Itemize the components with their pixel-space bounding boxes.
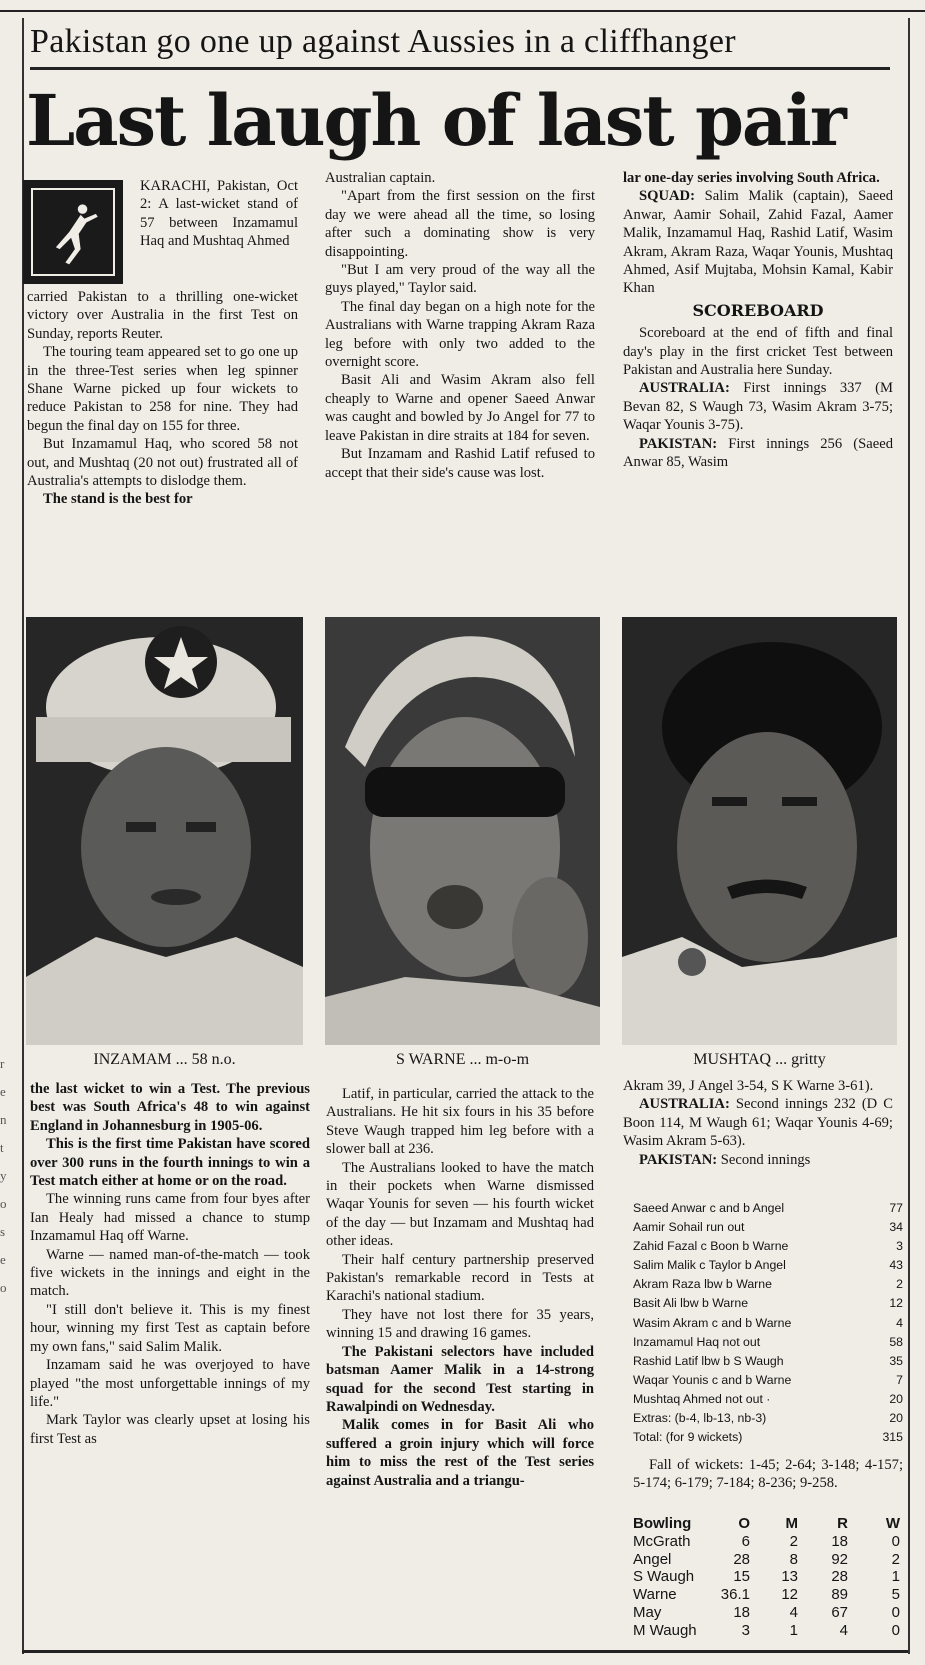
inzamam-photo <box>26 617 303 1045</box>
bowling-row <box>633 1568 908 1586</box>
squad-label: SQUAD: <box>639 188 695 205</box>
batsman-name: Mushtaq Ahmed not out · <box>633 1391 771 1406</box>
batsman-name: Aamir Sohail run out <box>633 1220 745 1235</box>
bowling-cell: 67 <box>831 1603 848 1621</box>
bowling-cell: 3 <box>741 1621 750 1639</box>
kicker: Pakistan go one up against Aussies in a cliffhanger <box>30 23 736 60</box>
col2-paragraph: Basit Ali and Wasim Akram also fell cheaply to Warne and opener Saeed Anwar was caught and bowled by Jo Angel for 77 to leave Pakistan in dire straits at 184 for seven. <box>325 372 595 444</box>
bowling-cell: 1 <box>891 1568 900 1586</box>
cricket-logo-icon <box>23 180 123 284</box>
batsman-name: Rashid Latif lbw b S Waugh <box>633 1353 784 1368</box>
bowling-cell: M Waugh <box>633 1621 697 1639</box>
col2-paragraph: "But I am very proud of the way all the guys played," Taylor said. <box>325 262 595 297</box>
bowling-cell: 18 <box>831 1532 848 1550</box>
batsman-runs: 12 <box>889 1296 903 1311</box>
bowler-silhouette-icon <box>33 190 113 274</box>
bowling-row <box>633 1604 908 1622</box>
bowling-cell: 12 <box>781 1586 798 1604</box>
bowling-figures <box>633 1515 908 1640</box>
bowling-cell: McGrath <box>633 1532 691 1550</box>
bowling-cell: 1 <box>789 1621 798 1639</box>
col3-lead: lar one-day series involving South Africa. <box>623 170 880 186</box>
column-1-lead <box>140 177 298 251</box>
batsman-runs: 7 <box>896 1372 903 1387</box>
batting-row <box>633 1218 903 1237</box>
col5-paragraph: Latif, in particular, carried the attack to the Australians. He hit six fours in his 35 before Steve Waugh trapped him leg before with a slower ball at 236. <box>326 1086 594 1158</box>
batsman-runs: 20 <box>889 1411 903 1426</box>
col4-paragraph: "I still don't believe it. This is my finest hour, winning my first Test as captain before my own fans," said Salim Malik. <box>30 1301 310 1355</box>
fall-of-wickets <box>633 1456 903 1493</box>
batsman-name: Basit Ali lbw b Warne <box>633 1296 749 1311</box>
col1b-paragraph: But Inzamamul Haq, who scored 58 not out, and Mushtaq (20 not out) frustrated all of Australia's attempts to dislodge them. <box>27 436 298 490</box>
column-2 <box>325 169 595 482</box>
batting-row <box>633 1371 903 1390</box>
batsman-runs: 77 <box>889 1201 903 1215</box>
scoreboard-title: SCOREBOARD <box>692 300 824 320</box>
col4-paragraph: the last wicket to win a Test. The previous best was South Africa's 48 to win against England in Johannesburg in 1905-06. <box>30 1081 310 1134</box>
top-rule <box>0 0 925 12</box>
batting-scorecard <box>633 1199 903 1447</box>
kicker-rule <box>30 67 890 70</box>
batsman-name: Akram Raza lbw b Warne <box>633 1277 772 1292</box>
bowling-cell: 6 <box>741 1532 750 1550</box>
pak-first-text: First innings 256 (Saeed Anwar 85, Wasim <box>623 435 893 471</box>
squad-text: Salim Malik (captain), Saeed Anwar, Aamir Sohail, Zahid Fazal, Aamer Malik, Inzamamul Haq, Rashid Latif, Wasim Akram, Akram Raza, Waqar Younis, Mushtaq Ahmed, Asif Mujtaba, Mohsin Kamal, Kabir Khan <box>623 188 893 297</box>
batsman-runs: 3 <box>896 1239 903 1254</box>
col4-paragraph: The winning runs came from four byes after Ian Healy had missed a chance to stump Inzamamul Haq off Warne. <box>30 1191 310 1245</box>
col4-paragraph: Warne — named man-of-the-match — took five wickets in the innings and eight in the match. <box>30 1246 310 1300</box>
bowling-cell: 36.1 <box>720 1586 750 1604</box>
column-1 <box>27 288 298 509</box>
bowling-cell: 28 <box>831 1568 848 1586</box>
col6-top: Akram 39, J Angel 3-54, S K Warne 3-61). <box>623 1078 874 1094</box>
bowling-cell: 5 <box>891 1586 900 1604</box>
col4-paragraph: Mark Taylor was clearly upset at losing his first Test as <box>30 1412 310 1447</box>
column-5 <box>326 1085 594 1490</box>
batsman-runs: 34 <box>889 1220 903 1235</box>
batsman-name: Inzamamul Haq not out <box>633 1334 761 1349</box>
fall-of-wickets-text: Fall of wickets: 1-45; 2-64; 3-148; 4-157; 5-174; 6-179; 7-184; 8-236; 9-258. <box>633 1457 903 1492</box>
aus-second-label: AUSTRALIA: <box>639 1096 730 1113</box>
bowling-cell: 4 <box>839 1621 848 1639</box>
batsman-runs: 43 <box>889 1258 903 1273</box>
bowling-row <box>633 1622 908 1640</box>
col5-paragraph: The Pakistani selectors have included batsman Aamer Malik in a 14-strong squad for the second Test starting in Rawalpindi on Wednesday. <box>326 1343 594 1415</box>
mushtaq-photo <box>622 617 897 1045</box>
bowling-cell: 4 <box>789 1603 798 1621</box>
bowling-header-cell: O <box>738 1515 750 1532</box>
bottom-rule <box>22 1650 908 1653</box>
batsman-runs: 2 <box>896 1277 903 1292</box>
caption-inzamam: INZAMAM ... 58 n.o. <box>93 1051 236 1068</box>
bowling-header-cell: Bowling <box>633 1515 692 1532</box>
column-3 <box>623 169 893 472</box>
caption-warne: S WARNE ... m-o-m <box>395 1051 530 1068</box>
bowling-header <box>633 1515 908 1533</box>
dateline-paragraph: KARACHI, Pakistan, Oct 2: A last-wicket stand of 57 between Inzamamul Haq and Mushtaq Ahmed <box>140 178 298 250</box>
aus-second-text: Second innings 232 (D C Boon 114, M Waugh 61; Waqar Younis 4-69; Wasim Akram 5-63). <box>623 1096 893 1150</box>
col2-paragraph: Australian captain. <box>325 170 436 186</box>
batsman-runs: 4 <box>896 1315 903 1330</box>
bowling-cell: 0 <box>891 1532 900 1550</box>
bowling-header-cell: W <box>885 1515 900 1532</box>
batsman-name: Wasim Akram c and b Warne <box>633 1315 792 1330</box>
bowling-header-cell: R <box>837 1515 848 1532</box>
batsman-name: Saeed Anwar c and b Angel <box>633 1201 785 1215</box>
col1b-paragraph: The touring team appeared set to go one up in the three-Test series when leg spinner Shane Warne picked up four wickets to reduce Pakistan to 258 for nine. They had begun the final day on 155 for three. <box>27 344 298 434</box>
bowling-row <box>633 1586 908 1604</box>
bowling-cell: 15 <box>733 1568 750 1586</box>
col2-paragraph: But Inzamam and Rashid Latif refused to accept that their side's cause was lost. <box>325 446 595 481</box>
column-4 <box>30 1080 310 1448</box>
col1b-paragraph: carried Pakistan to a thrilling one-wicket victory over Australia in the first Test on Sunday, reports Reuter. <box>27 289 298 342</box>
bowling-cell: 2 <box>891 1550 900 1568</box>
batting-row <box>633 1390 903 1409</box>
bowling-cell: Angel <box>633 1550 672 1568</box>
bowling-cell: 18 <box>733 1603 750 1621</box>
margin-bleed-text: r e n t y o s e o <box>0 1056 7 1295</box>
warne-photo <box>325 617 600 1045</box>
bowling-cell: 89 <box>831 1586 848 1604</box>
col5-paragraph: The Australians looked to have the match in their pockets when Warne dismissed Waqar Younis for seven — his fourth wicket of the day — but Inzamam and Mushtaq had other ideas. <box>326 1159 594 1250</box>
col5-paragraph: Their half century partnership preserved Pakistan's remarkable record in Tests at Karachi's national stadium. <box>326 1251 594 1305</box>
batsman-name: Extras: (b-4, lb-13, nb-3) <box>633 1411 767 1426</box>
bowling-cell: Warne <box>633 1586 677 1604</box>
batsman-runs: 35 <box>889 1353 903 1368</box>
col1b-paragraph: The stand is the best for <box>43 491 193 508</box>
bowling-cell: May <box>633 1603 662 1621</box>
bowling-row <box>633 1533 908 1551</box>
col5-paragraph: They have not lost there for 35 years, winning 15 and drawing 16 games. <box>326 1306 594 1342</box>
bowling-cell: 0 <box>891 1621 900 1639</box>
batsman-name: Zahid Fazal c Boon b Warne <box>633 1239 789 1254</box>
caption-mushtaq: MUSHTAQ ... gritty <box>693 1051 826 1068</box>
batting-row <box>633 1314 903 1333</box>
bowling-cell: 0 <box>891 1603 900 1621</box>
batting-row <box>633 1256 903 1275</box>
col5-paragraph: Malik comes in for Basit Ali who suffered a groin injury which will force him to miss the rest of the Test series against Australia and a triangu- <box>326 1417 594 1489</box>
pak-second-label: PAKISTAN: <box>639 1151 718 1168</box>
batting-row <box>633 1409 903 1428</box>
col2-paragraph: "Apart from the first session on the first day we were ahead all the time, so losing after such a dominating show is very disappointing. <box>325 188 595 260</box>
batsman-name: Salim Malik c Taylor b Angel <box>633 1258 786 1273</box>
headline: Last laugh of last pair <box>26 79 845 162</box>
bowling-cell: S Waugh <box>633 1568 695 1586</box>
batting-row <box>633 1352 903 1371</box>
bowling-cell: 2 <box>789 1532 798 1550</box>
col4-paragraph: This is the first time Pakistan have scored over 300 runs in the fourth innings to win a Test match either at home or on the road. <box>30 1136 310 1190</box>
bowling-row <box>633 1551 908 1569</box>
batting-row <box>633 1199 903 1218</box>
bowling-cell: 92 <box>831 1550 848 1568</box>
batting-row <box>633 1333 903 1352</box>
bowling-header-cell: M <box>785 1515 798 1532</box>
col2-paragraph: The final day began on a high note for the Australians with Warne trapping Akram Raza leg before with only two added to the overnight score. <box>325 298 595 371</box>
scoreboard-intro: Scoreboard at the end of fifth and final day's play in the first cricket Test between Pakistan and Australia here Sunday. <box>623 325 893 379</box>
pak-first-label: PAKISTAN: <box>639 435 718 452</box>
batsman-name: Total: (for 9 wickets) <box>633 1430 743 1445</box>
batsman-runs: 315 <box>882 1430 903 1445</box>
bowling-cell: 28 <box>733 1550 750 1568</box>
bowling-cell: 8 <box>789 1550 798 1568</box>
batsman-name: Waqar Younis c and b Warne <box>633 1372 792 1387</box>
batsman-runs: 20 <box>889 1391 903 1406</box>
col4-paragraph: Inzamam said he was overjoyed to have played "the most unforgettable innings of my life." <box>30 1357 310 1410</box>
bowling-cell: 13 <box>781 1568 798 1586</box>
pak-second-text: Second innings <box>720 1151 811 1168</box>
batting-row <box>633 1428 903 1447</box>
aus-first-text: First innings 337 (M Bevan 82, S Waugh 73, Wasim Akram 3-75; Waqar Younis 3-75). <box>623 380 893 434</box>
batsman-runs: 58 <box>889 1334 903 1349</box>
batting-row <box>633 1237 903 1256</box>
column-6 <box>623 1077 893 1169</box>
batting-row <box>633 1294 903 1313</box>
aus-first-label: AUSTRALIA: <box>639 380 730 397</box>
batting-row <box>633 1275 903 1294</box>
